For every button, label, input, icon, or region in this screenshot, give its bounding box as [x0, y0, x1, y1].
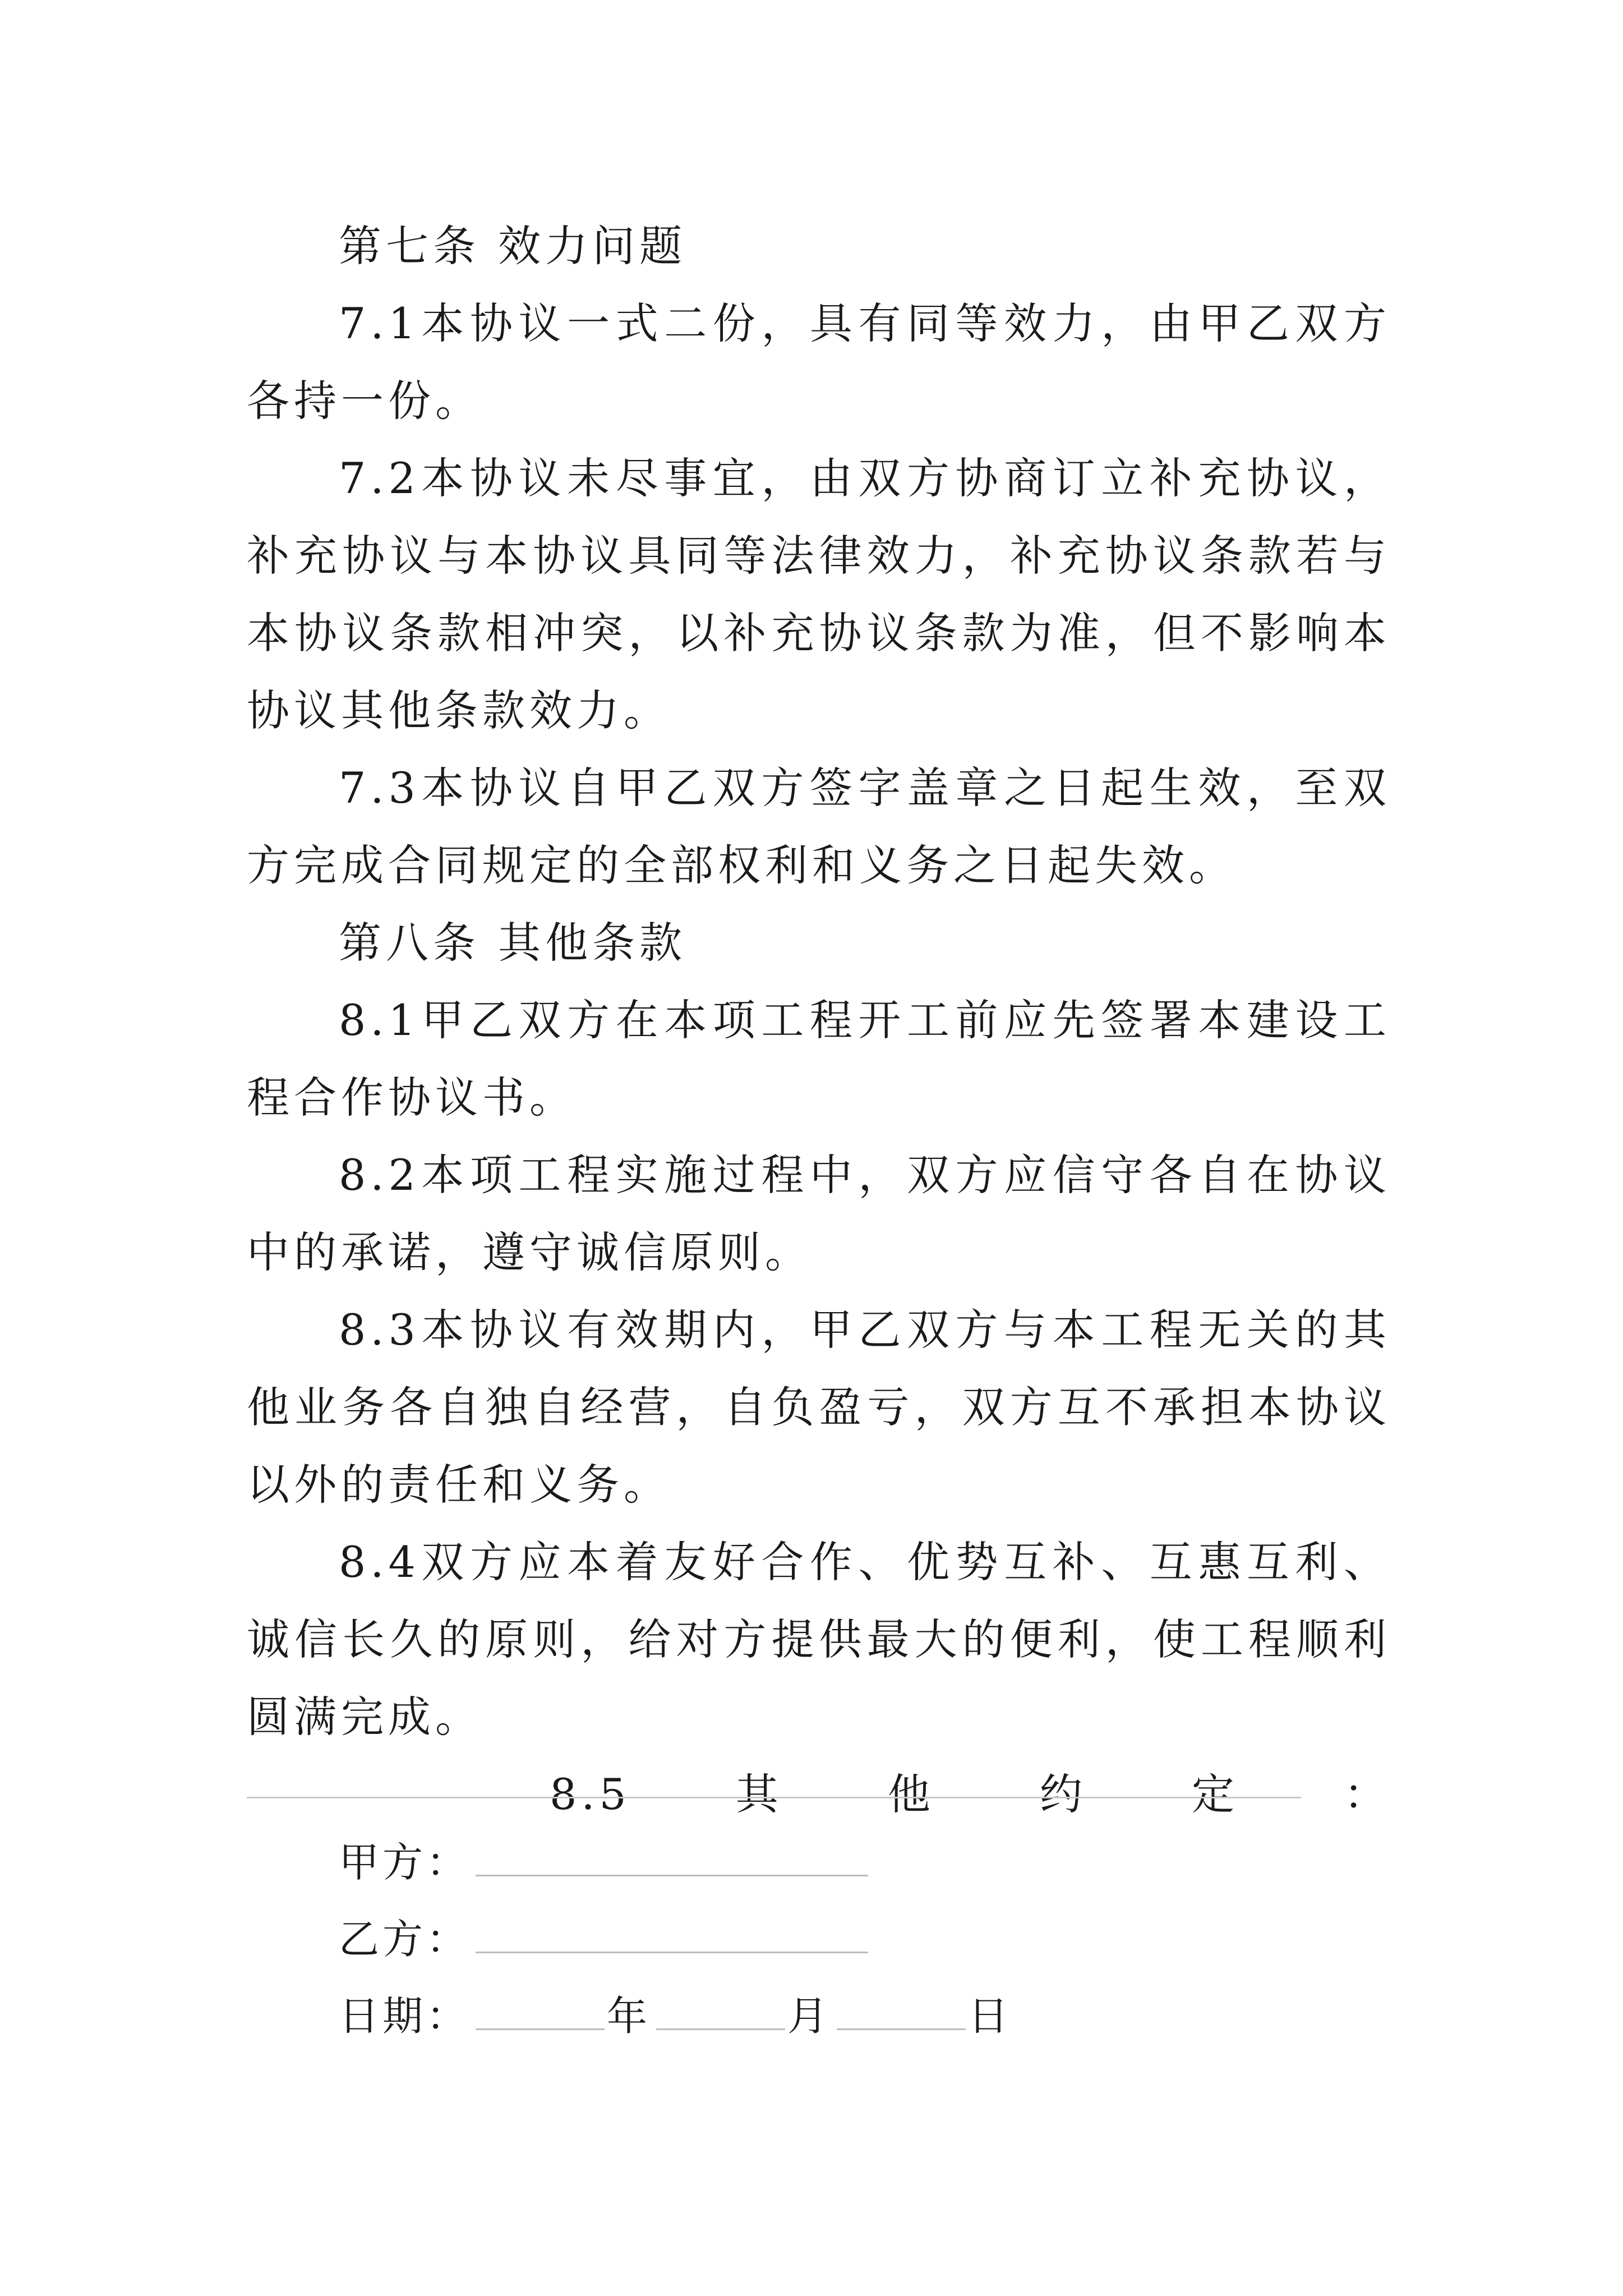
clause-8-5-number: 8.5 — [550, 1769, 631, 1819]
party-a-label: 甲方： — [339, 1839, 471, 1886]
clause-8-5-char-3: 约 — [1039, 1769, 1087, 1819]
day-blank[interactable] — [837, 1989, 966, 2030]
clause-8-5-char-4: 定 — [1191, 1769, 1239, 1819]
date-label: 日期： — [339, 1993, 471, 2040]
clause-7-1: 7.1本协议一式二份，具有同等效力，由甲乙双方各持一份。 — [247, 298, 1391, 426]
clause-7-3: 7.3本协议自甲乙双方签字盖章之日起生效，至双方完成合同规定的全部权利和义务之日起失效。 — [247, 763, 1391, 890]
month-label: 月 — [787, 1993, 832, 2040]
party-b-row — [339, 1911, 868, 1967]
clause-8-1: 8.1甲乙双方在本项工程开工前应先签署本建设工程合作协议书。 — [247, 995, 1391, 1122]
date-row — [339, 1988, 1012, 2044]
fill-in-line — [247, 1797, 1301, 1798]
clause-8-4: 8.4双方应本着友好合作、优势互补、互惠互利、诚信长久的原则，给对方提供最大的便利，使工程顺利圆满完成。 — [247, 1537, 1391, 1742]
party-b-label: 乙方： — [339, 1916, 471, 1963]
party-a-blank[interactable] — [476, 1835, 868, 1876]
year-blank[interactable] — [476, 1989, 605, 2030]
clause-8-5 — [247, 1756, 1391, 1833]
party-b-blank[interactable] — [476, 1912, 868, 1953]
clause-8-5-char-1: 其 — [735, 1769, 783, 1819]
day-label: 日 — [968, 1993, 1012, 2040]
month-blank[interactable] — [656, 1989, 785, 2030]
clause-7-2: 7.2本协议未尽事宜，由双方协商订立补充协议，补充协议与本协议具同等法律效力，补充协议条款若与本协议条款相冲突，以补充协议条款为准，但不影响本协议其他条款效力。 — [247, 453, 1391, 735]
document-body — [247, 208, 1391, 1833]
clause-8-5-colon: ： — [1343, 1769, 1391, 1819]
year-label: 年 — [607, 1993, 651, 2040]
article-7-heading: 第七条 效力问题 — [339, 221, 687, 271]
party-a-row — [339, 1834, 868, 1890]
article-8-heading: 第八条 其他条款 — [339, 918, 687, 968]
clause-8-2: 8.2本项工程实施过程中，双方应信守各自在协议中的承诺，遵守诚信原则。 — [247, 1150, 1391, 1277]
clause-8-5-char-2: 他 — [887, 1769, 935, 1819]
clause-8-3: 8.3本协议有效期内，甲乙双方与本工程无关的其他业务各自独自经营，自负盈亏，双方互不承担本协议以外的责任和义务。 — [247, 1305, 1391, 1510]
